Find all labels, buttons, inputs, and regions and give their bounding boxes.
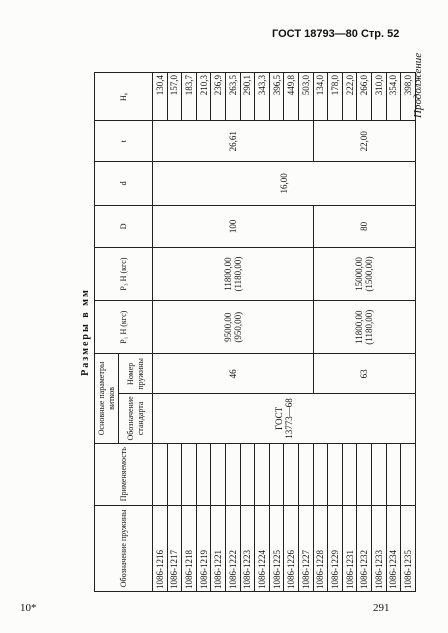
h0-value: 263,5 xyxy=(225,73,240,121)
spring-designation: 1086-1224 xyxy=(255,505,270,591)
spring-designation: 1086-1219 xyxy=(196,505,211,591)
p1-value: 11800,00 (1180,00) xyxy=(313,301,415,354)
spring-number: 46 xyxy=(153,354,314,394)
continuation-label: Продолжение xyxy=(412,52,424,118)
spring-designation: 1086-1221 xyxy=(211,505,226,591)
h0-value: 183,7 xyxy=(182,73,197,121)
h0-value: 222,0 xyxy=(342,73,357,121)
spring-designation: 1086-1231 xyxy=(342,505,357,591)
h0-value: 266,0 xyxy=(357,73,372,121)
applicability-cell xyxy=(313,443,328,505)
rotated-table-area xyxy=(80,72,413,592)
col-d-wire: d xyxy=(95,162,153,206)
footer-left: 10* xyxy=(20,602,37,614)
applicability-cell xyxy=(401,443,416,505)
sizes-title: Размеры в мм xyxy=(80,288,91,376)
applicability-cell xyxy=(386,443,401,505)
applicability-cell xyxy=(167,443,182,505)
applicability-cell xyxy=(371,443,386,505)
d-outer-value: 100 xyxy=(153,205,314,247)
d-outer-value: 80 xyxy=(313,205,415,247)
h0-value: 134,0 xyxy=(313,73,328,121)
spring-designation: 1086-1233 xyxy=(371,505,386,591)
applicability-cell xyxy=(342,443,357,505)
h0-value: 178,0 xyxy=(328,73,343,121)
spring-designation: 1086-1228 xyxy=(313,505,328,591)
col-std-designation: Обозначение стандарта xyxy=(119,394,153,443)
t-value: 26,61 xyxy=(153,121,314,162)
spring-designation: 1086-1223 xyxy=(240,505,255,591)
col-applicability: Применяемость xyxy=(95,443,153,505)
spring-designation: 1086-1218 xyxy=(182,505,197,591)
applicability-cell xyxy=(225,443,240,505)
spring-designation: 1086-1222 xyxy=(225,505,240,591)
spring-designation: 1086-1217 xyxy=(167,505,182,591)
col-winding-params: Основные параметры витков xyxy=(95,354,119,443)
standard-designation: ГОСТ 13773—68 xyxy=(153,394,416,443)
h0-value: 236,9 xyxy=(211,73,226,121)
page-number: 291 xyxy=(373,602,390,614)
col-p1: P₁ Н (кгс) xyxy=(95,301,153,354)
spring-designation: 1086-1216 xyxy=(153,505,168,591)
spring-designation: 1086-1225 xyxy=(269,505,284,591)
applicability-cell xyxy=(328,443,343,505)
applicability-cell xyxy=(284,443,299,505)
spring-designation: 1086-1227 xyxy=(298,505,313,591)
applicability-cell xyxy=(357,443,372,505)
col-p3: P₃ Н (кгс) xyxy=(95,247,153,300)
col-d-outer: D xyxy=(95,205,153,247)
applicability-cell xyxy=(196,443,211,505)
spring-designation: 1086-1235 xyxy=(401,505,416,591)
table-body xyxy=(153,73,416,592)
col-t: t xyxy=(95,121,153,162)
applicability-cell xyxy=(255,443,270,505)
spring-designation: 1086-1232 xyxy=(357,505,372,591)
p3-value: 11800,00 (1180,00) xyxy=(153,247,314,300)
h0-value: 396,5 xyxy=(269,73,284,121)
springs-table xyxy=(94,72,416,592)
spring-designation: 1086-1229 xyxy=(328,505,343,591)
h0-value: 310,0 xyxy=(371,73,386,121)
t-value: 22,00 xyxy=(313,121,415,162)
applicability-cell xyxy=(153,443,168,505)
h0-value: 503,0 xyxy=(298,73,313,121)
h0-value: 354,0 xyxy=(386,73,401,121)
applicability-cell xyxy=(240,443,255,505)
p1-value: 9500,00 (950,00) xyxy=(153,301,314,354)
h0-value: 449,8 xyxy=(284,73,299,121)
applicability-cell xyxy=(182,443,197,505)
applicability-cell xyxy=(211,443,226,505)
spring-designation: 1086-1226 xyxy=(284,505,299,591)
h0-value: 343,3 xyxy=(255,73,270,121)
h0-value: 398,0 xyxy=(401,73,416,121)
col-h0: H₀ xyxy=(95,73,153,121)
applicability-cell xyxy=(269,443,284,505)
h0-value: 290,1 xyxy=(240,73,255,121)
table-row xyxy=(153,73,168,592)
p3-value: 15000,00 (1500,00) xyxy=(313,247,415,300)
spring-designation: 1086-1234 xyxy=(386,505,401,591)
col-spring-number: Номер пружины xyxy=(119,354,153,394)
page-header: ГОСТ 18793—80 Стр. 52 xyxy=(272,28,400,40)
applicability-cell xyxy=(298,443,313,505)
h0-value: 130,4 xyxy=(153,73,168,121)
spring-number: 63 xyxy=(313,354,415,394)
h0-value: 157,0 xyxy=(167,73,182,121)
col-designation: Обозначение пружины xyxy=(95,505,153,591)
d-wire-value: 16,00 xyxy=(153,162,416,206)
h0-value: 210,3 xyxy=(196,73,211,121)
table-row xyxy=(313,73,328,592)
